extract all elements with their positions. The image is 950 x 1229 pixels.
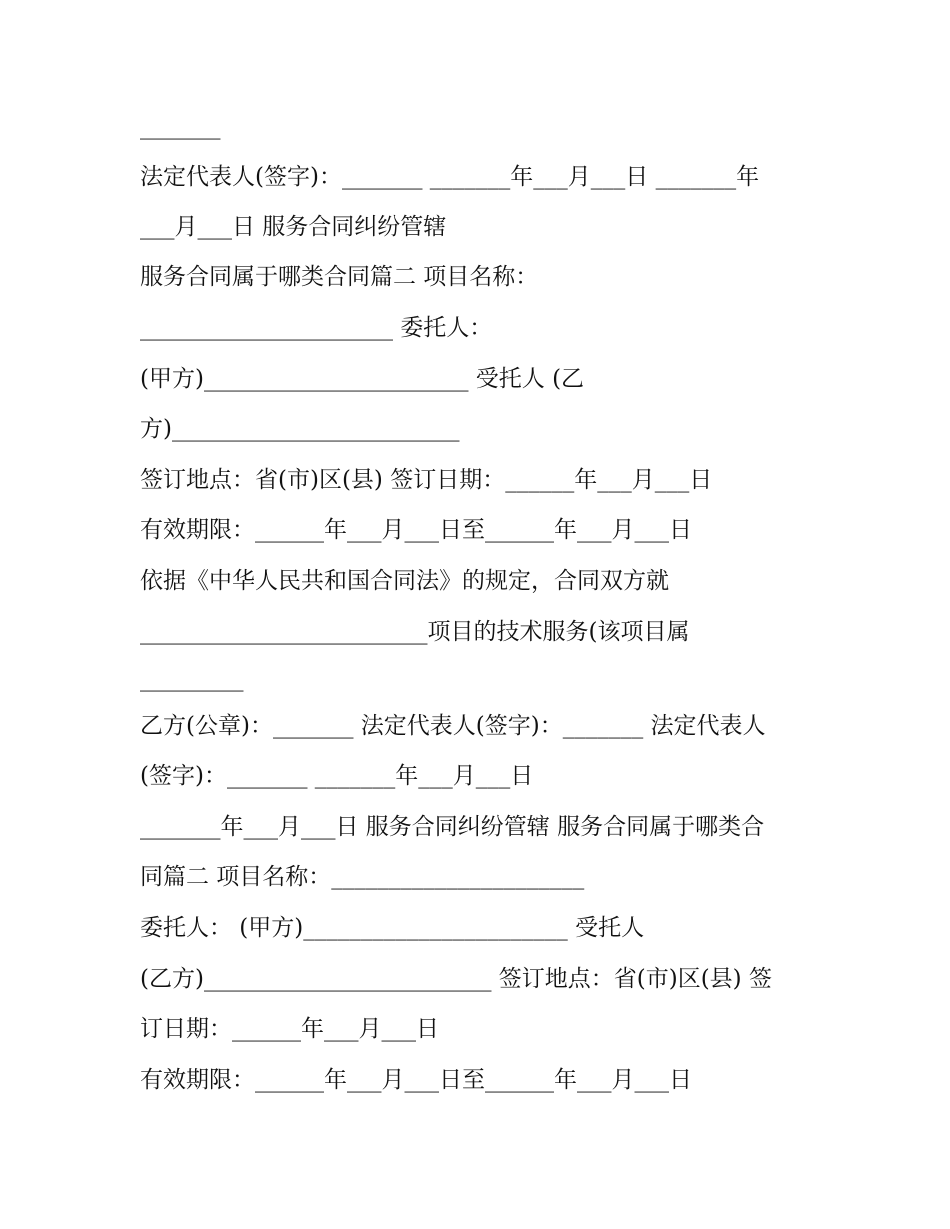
text-line: _________________________项目的技术服务(该项目属 <box>140 619 690 645</box>
text-line: (乙方)_________________________ 签订地点：省(市)区(县) 签 <box>140 966 772 992</box>
text-line: 服务合同属于哪类合同篇二 项目名称： <box>140 264 539 290</box>
text-line: 委托人： (甲方)_______________________ 受托人 <box>140 915 645 941</box>
text-line: (签字)：_______ _______年___月___日 <box>140 763 534 789</box>
text-line: 依据《中华人民共和国合同法》的规定，合同双方就 <box>140 568 669 594</box>
text-line: 法定代表人(签字)：_______ _______年___月___日 _______年 <box>140 164 760 190</box>
text-line: 方)_________________________ <box>140 416 460 442</box>
text-line: ______________________ 委托人： <box>140 315 493 341</box>
text-line: 乙方(公章)：_______ 法定代表人(签字)：_______ 法定代表人 <box>140 713 766 739</box>
text-line: _________ <box>140 666 244 692</box>
text-line: _______ <box>140 114 221 140</box>
text-line: 同篇二 项目名称：______________________ <box>140 864 585 890</box>
text-line: _______年___月___日 服务合同纠纷管辖 服务合同属于哪类合 <box>140 814 765 840</box>
text-line: ___月___日 服务合同纠纷管辖 <box>140 214 447 240</box>
text-line: (甲方)_______________________ 受托人 (乙 <box>140 366 585 392</box>
text-line: 有效期限：______年___月___日至______年___月___日 <box>140 1067 692 1093</box>
text-line: 签订地点：省(市)区(县) 签订日期：______年___月___日 <box>140 467 713 493</box>
text-line: 订日期：______年___月___日 <box>140 1016 439 1042</box>
text-line: 有效期限：______年___月___日至______年___月___日 <box>140 517 692 543</box>
